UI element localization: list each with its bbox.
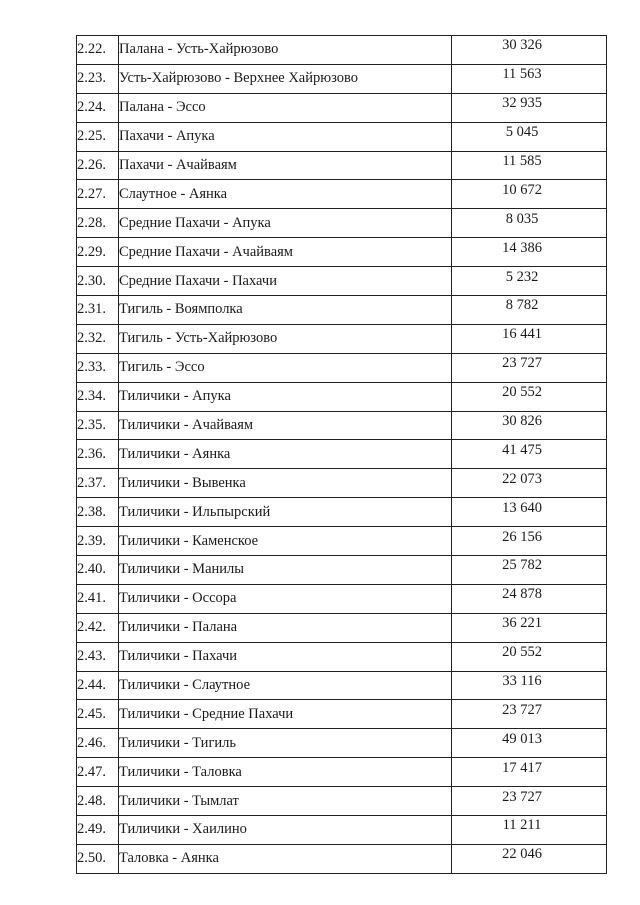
table-row [77,411,607,440]
row-number: 2.44. [77,671,119,700]
route-value: 41 475 [502,441,542,458]
routes-table [76,35,607,874]
row-number: 2.36. [77,440,119,469]
table-row [77,324,607,353]
route-name: Тиличики - Вывенка [119,469,452,498]
route-name: Слаутное - Аянка [119,180,452,209]
table-row [77,122,607,151]
route-value: 23 727 [502,701,542,718]
table-row [77,151,607,180]
route-value: 5 045 [505,124,539,141]
row-number: 2.24. [77,93,119,122]
row-number: 2.43. [77,642,119,671]
row-number: 2.45. [77,700,119,729]
route-value: 20 552 [502,644,542,661]
route-name: Пахачи - Ачайваям [119,151,452,180]
table-row [77,36,607,65]
route-value: 8 782 [505,297,539,314]
table-row [77,584,607,613]
table-row [77,64,607,93]
row-number: 2.35. [77,411,119,440]
route-name: Тиличики - Слаутное [119,671,452,700]
route-name: Усть-Хайрюзово - Верхнее Хайрюзово [119,64,452,93]
table-row [77,296,607,325]
row-number: 2.27. [77,180,119,209]
route-value: 22 046 [502,846,542,863]
row-number: 2.30. [77,267,119,296]
route-value: 49 013 [502,730,542,747]
route-name: Тигиль - Воямполка [119,296,452,325]
table-row [77,353,607,382]
table-row [77,816,607,845]
table-row [77,209,607,238]
table-row [77,267,607,296]
table-row [77,642,607,671]
row-number: 2.25. [77,122,119,151]
table-row [77,93,607,122]
table-row [77,238,607,267]
table-row [77,527,607,556]
table-row [77,556,607,585]
route-name: Тиличики - Палана [119,613,452,642]
route-name: Средние Пахачи - Апука [119,209,452,238]
route-name: Средние Пахачи - Ачайваям [119,238,452,267]
route-value: 11 563 [502,66,542,83]
row-number: 2.40. [77,556,119,585]
route-value: 24 878 [502,586,542,603]
route-value: 20 552 [502,384,542,401]
route-value: 33 116 [502,673,542,690]
row-number: 2.50. [77,844,119,873]
row-number: 2.34. [77,382,119,411]
route-name: Тиличики - Аянка [119,440,452,469]
route-value: 25 782 [502,557,542,574]
route-value: 8 035 [505,210,539,227]
route-value: 10 672 [502,181,542,198]
routes-table-body [77,36,607,874]
row-number: 2.22. [77,36,119,65]
route-value: 30 326 [502,37,542,54]
route-value: 36 221 [502,615,542,632]
table-row [77,787,607,816]
route-name: Тиличики - Тигиль [119,729,452,758]
route-name: Тиличики - Таловка [119,758,452,787]
route-name: Тигиль - Усть-Хайрюзово [119,324,452,353]
row-number: 2.46. [77,729,119,758]
route-name: Палана - Эссо [119,93,452,122]
route-value: 16 441 [502,326,542,343]
route-value: 17 417 [502,759,542,776]
route-name: Тиличики - Манилы [119,556,452,585]
route-name: Тиличики - Средние Пахачи [119,700,452,729]
table-row [77,758,607,787]
table-row [77,700,607,729]
route-name: Тиличики - Ильпырский [119,498,452,527]
route-value: 11 211 [502,817,542,834]
table-row [77,498,607,527]
row-number: 2.38. [77,498,119,527]
row-number: 2.41. [77,584,119,613]
route-value: 22 073 [502,470,542,487]
row-number: 2.32. [77,324,119,353]
route-name: Тиличики - Апука [119,382,452,411]
table-row [77,844,607,873]
route-name: Таловка - Аянка [119,844,452,873]
route-value: 13 640 [502,499,542,516]
row-number: 2.49. [77,816,119,845]
route-value: 5 232 [505,268,539,285]
row-number: 2.31. [77,296,119,325]
route-value: 23 727 [502,788,542,805]
row-number: 2.28. [77,209,119,238]
route-value: 32 935 [502,95,542,112]
row-number: 2.29. [77,238,119,267]
route-name: Тиличики - Пахачи [119,642,452,671]
row-number: 2.26. [77,151,119,180]
route-name: Тиличики - Хаилино [119,816,452,845]
route-name: Тиличики - Ачайваям [119,411,452,440]
route-name: Пахачи - Апука [119,122,452,151]
route-value: 11 585 [502,153,542,169]
route-name: Палана - Усть-Хайрюзово [119,36,452,65]
route-name: Тиличики - Тымлат [119,787,452,816]
table-row [77,671,607,700]
row-number: 2.23. [77,64,119,93]
row-number: 2.48. [77,787,119,816]
table-row [77,180,607,209]
table-row [77,613,607,642]
route-value: 30 826 [502,413,542,430]
row-number: 2.39. [77,527,119,556]
row-number: 2.47. [77,758,119,787]
table-row [77,382,607,411]
route-value: 14 386 [502,239,542,256]
row-number: 2.42. [77,613,119,642]
row-number: 2.33. [77,353,119,382]
route-name: Тигиль - Эссо [119,353,452,382]
table-row [77,729,607,758]
table-row [77,469,607,498]
row-number: 2.37. [77,469,119,498]
table-row [77,440,607,469]
route-value: 23 727 [502,355,542,372]
route-name: Средние Пахачи - Пахачи [119,267,452,296]
route-value: 26 156 [502,528,542,545]
route-name: Тиличики - Оссора [119,584,452,613]
route-name: Тиличики - Каменское [119,527,452,556]
